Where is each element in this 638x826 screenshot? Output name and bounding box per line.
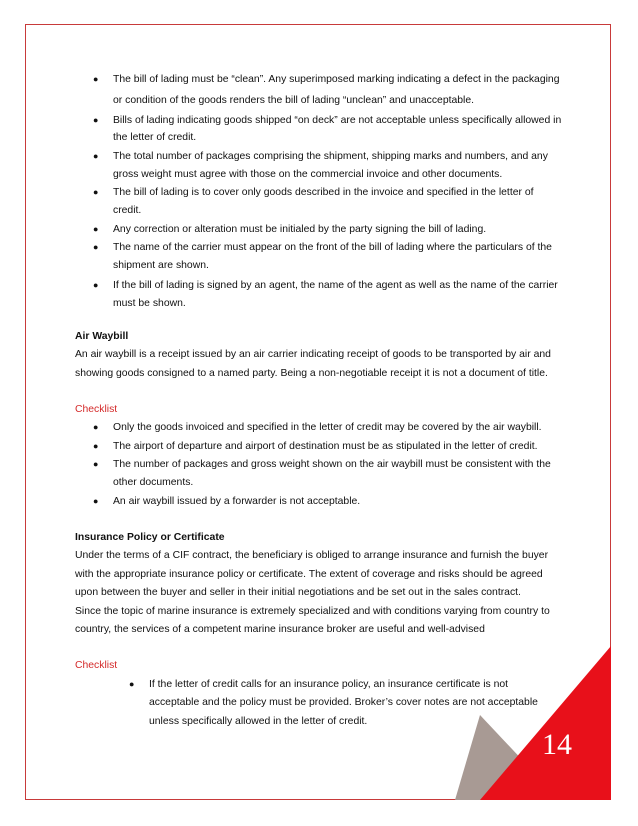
bullet-icon: ● <box>93 115 99 125</box>
paragraph-line: Under the terms of a CIF contract, the beneficiary is obliged to arrange insurance and furnish the buyer <box>75 550 549 561</box>
air-waybill-heading: Air Waybill <box>75 331 129 342</box>
checklist-label: Checklist <box>75 660 118 671</box>
list-item-text: The total number of packages comprising the shipment, shipping marks and numbers, and any <box>113 151 548 162</box>
bullet-icon: ● <box>93 422 99 432</box>
list-item-text: unless specifically allowed in the letter of credit. <box>149 716 368 727</box>
list-item-text: other documents. <box>113 477 194 488</box>
list-item-text: If the bill of lading is signed by an agent, the name of the agent as well as the name of the carrier <box>113 280 558 291</box>
list-item-text: An air waybill issued by a forwarder is not acceptable. <box>113 496 361 507</box>
list-item-text: shipment are shown. <box>113 260 209 271</box>
paragraph-line: An air waybill is a receipt issued by an air carrier indicating receipt of goods to be transported by air and <box>75 349 551 360</box>
bullet-icon: ● <box>93 496 99 506</box>
bullet-icon: ● <box>129 679 135 689</box>
list-item-text: the letter of credit. <box>113 132 197 143</box>
list-item-text: The name of the carrier must appear on the front of the bill of lading where the particulars of the <box>113 242 552 253</box>
bullet-icon: ● <box>93 74 99 84</box>
paragraph-line: upon between the buyer and seller in their initial negotiations and be set out in the sales contract. <box>75 587 521 598</box>
list-item-text: The bill of lading is to cover only goods described in the invoice and specified in the letter of <box>113 187 534 198</box>
bullet-icon: ● <box>93 242 99 252</box>
list-item-text: credit. <box>113 205 142 216</box>
paragraph-line: country, the services of a competent marine insurance broker are useful and well-advised <box>75 624 485 635</box>
bullet-icon: ● <box>93 441 99 451</box>
insurance-heading: Insurance Policy or Certificate <box>75 532 225 543</box>
list-item-text: Only the goods invoiced and specified in the letter of credit may be covered by the air waybill. <box>113 422 542 433</box>
list-item-text: If the letter of credit calls for an insurance policy, an insurance certificate is not <box>149 679 509 690</box>
checklist-label: Checklist <box>75 404 118 415</box>
bullet-icon: ● <box>93 224 99 234</box>
list-item-text: must be shown. <box>113 298 186 309</box>
list-item-text: or condition of the goods renders the bill of lading “unclean” and unacceptable. <box>113 95 475 106</box>
bullet-icon: ● <box>93 187 99 197</box>
bullet-icon: ● <box>93 151 99 161</box>
bullet-icon: ● <box>93 280 99 290</box>
paragraph-line: Since the topic of marine insurance is extremely specialized and with conditions varying from country to <box>75 606 550 617</box>
list-item-text: gross weight must agree with those on the commercial invoice and other documents. <box>113 169 503 180</box>
list-item-text: Bills of lading indicating goods shipped “on deck” are not acceptable unless specifically allowed in <box>113 115 562 126</box>
bullet-icon: ● <box>93 459 99 469</box>
list-item-text: The bill of lading must be “clean”. Any superimposed marking indicating a defect in the packaging <box>113 74 560 85</box>
paragraph-line: showing goods consigned to a named party. Being a non-negotiable receipt it is not a document of title. <box>75 368 548 379</box>
page-number: 14 <box>542 728 572 761</box>
list-item-text: The number of packages and gross weight shown on the air waybill must be consistent with the <box>113 459 551 470</box>
list-item-text: Any correction or alteration must be initialed by the party signing the bill of lading. <box>113 224 487 235</box>
list-item-text: The airport of departure and airport of destination must be as stipulated in the letter of credit. <box>113 441 538 452</box>
list-item-text: acceptable and the policy must be provided. Broker’s cover notes are not acceptable <box>149 697 538 708</box>
paragraph-line: with the appropriate insurance policy or certificate. The extent of coverage and risks should be agreed <box>75 569 543 580</box>
